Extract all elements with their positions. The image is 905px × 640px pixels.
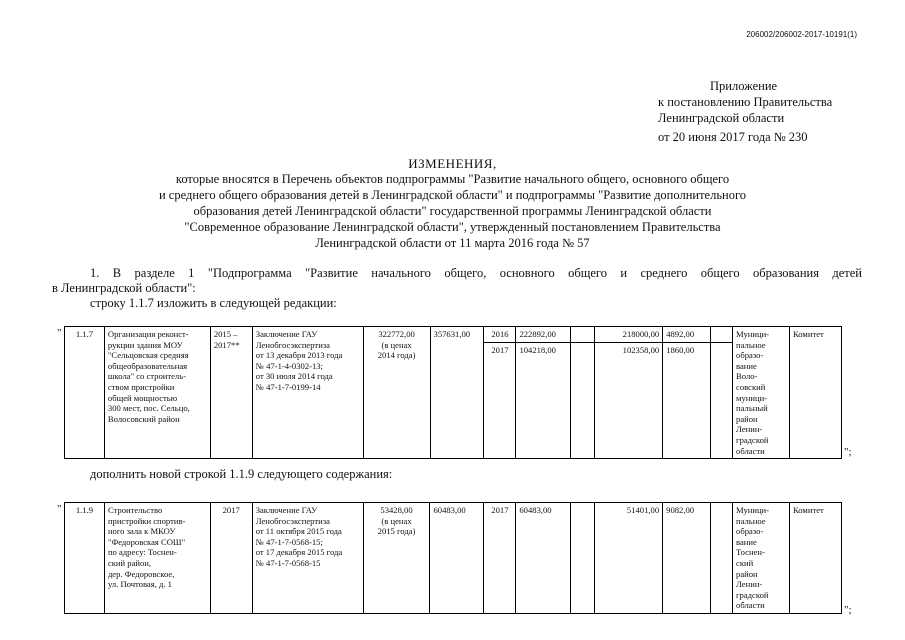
committee: Комитет (789, 503, 841, 614)
year-sum: 222892,00 (516, 327, 571, 343)
expertise-conclusion: Заключение ГАУ Ленобгосэкспертиза от 11 октября 2015 года № 47-1-7-0568-15; от 17 декабря 2015 года № 47-1-7-0568-15 (252, 503, 363, 614)
local-budget: 9082,00 (663, 503, 711, 614)
paragraph-1-continuation: в Ленинградской области": (52, 281, 196, 295)
period: 2015 – 2017** (210, 327, 252, 459)
quote-open-1: " (57, 327, 62, 339)
subtitle-line-3: образования детей Ленинградской области" государственной программы Ленинградской области (193, 204, 712, 218)
appendix-block (658, 78, 832, 145)
other-empty (711, 343, 733, 459)
appendix-line-3: Ленинградской области (658, 111, 785, 125)
estimated-cost: 322772,00 (в ценах 2014 года) (363, 327, 430, 459)
paragraph-3-text: дополнить новой строкой 1.1.9 следующего содержания: (90, 467, 393, 481)
table-row-1-1-9 (64, 502, 842, 614)
subtitle-line-1: которые вносятся в Перечень объектов подпрограммы "Развитие начального общего, основного общего (175, 172, 730, 186)
table-row-1-1-7 (64, 326, 842, 459)
other-empty (711, 503, 733, 614)
row-number: 1.1.9 (65, 503, 105, 614)
paragraph-2-text: строку 1.1.7 изложить в следующей редакции: (90, 296, 337, 310)
subtitle-line-2: и среднего общего образования детей в Ленинградской области" и подпрограммы "Развитие дополнительного (158, 188, 747, 202)
regional-budget: 102358,00 (595, 343, 663, 459)
period: 2017 (210, 503, 252, 614)
year-cell: 2017 (484, 503, 516, 614)
object-name: Строительство пристройки спортив- ного зала к МКОУ "Федоровская СОШ" по адресу: Тоснен- ский район, дер. Федоровское, ул. Почтовая, д. 1 (104, 503, 210, 614)
total-cost: 60483,00 (430, 503, 484, 614)
paragraph-1-text: 1. В разделе 1 "Подпрограмма "Развитие начального общего, основного общего и среднего общего образования детей (90, 266, 862, 280)
document-title: ИЗМЕНЕНИЯ, (408, 156, 497, 171)
year-cell: 2017 (484, 343, 516, 459)
customer: Муници- пальное образо- вание Тоснен- ский район Ленин- градской области (733, 503, 790, 614)
subtitle-line-5: Ленинградской области от 11 марта 2016 года № 57 (315, 236, 590, 250)
row-number: 1.1.7 (65, 327, 105, 459)
estimated-cost: 53428,00 (в ценах 2015 года) (363, 503, 430, 614)
regional-budget: 51401,00 (595, 503, 663, 614)
document-subtitle (80, 171, 825, 251)
paragraph-1 (52, 266, 862, 311)
regional-budget: 218000,00 (595, 327, 663, 343)
federal-empty (571, 343, 595, 459)
customer: Муници- пальное образо- вание Воло- совский муници- пальный район Ленин- градской области (733, 327, 790, 459)
federal-empty (571, 503, 595, 614)
document-number: 206002/206002-2017-10191(1) (746, 30, 857, 39)
quote-open-2: " (57, 503, 62, 515)
expertise-conclusion: Заключение ГАУ Ленобгосэкспертиза от 13 декабря 2013 года № 47-1-4-0302-13; от 30 июля 2014 года № 47-1-7-0199-14 (252, 327, 363, 459)
local-budget: 4892,00 (663, 327, 711, 343)
quote-close-1: "; (844, 446, 852, 458)
year-sum: 60483,00 (516, 503, 571, 614)
year-sum: 104218,00 (516, 343, 571, 459)
federal-empty (571, 327, 595, 343)
appendix-line-4: от 20 июня 2017 года № 230 (658, 130, 808, 144)
other-empty (711, 327, 733, 343)
total-cost: 357631,00 (430, 327, 484, 459)
object-name: Организация реконст- рукции здания МОУ "Сельцовская средняя общеобразовательная школа" со строитель- ством пристройки общей мощностью 300 мест, пос. Сельцо, Волосовский район (104, 327, 210, 459)
subtitle-line-4: "Современное образование Ленинградской области", утвержденный постановлением Правительства (184, 220, 721, 234)
appendix-line-1: Приложение (710, 79, 778, 93)
year-cell: 2016 (484, 327, 516, 343)
quote-close-2: "; (844, 604, 852, 616)
local-budget: 1860,00 (663, 343, 711, 459)
appendix-line-2: к постановлению Правительства (658, 95, 833, 109)
committee: Комитет (789, 327, 841, 459)
